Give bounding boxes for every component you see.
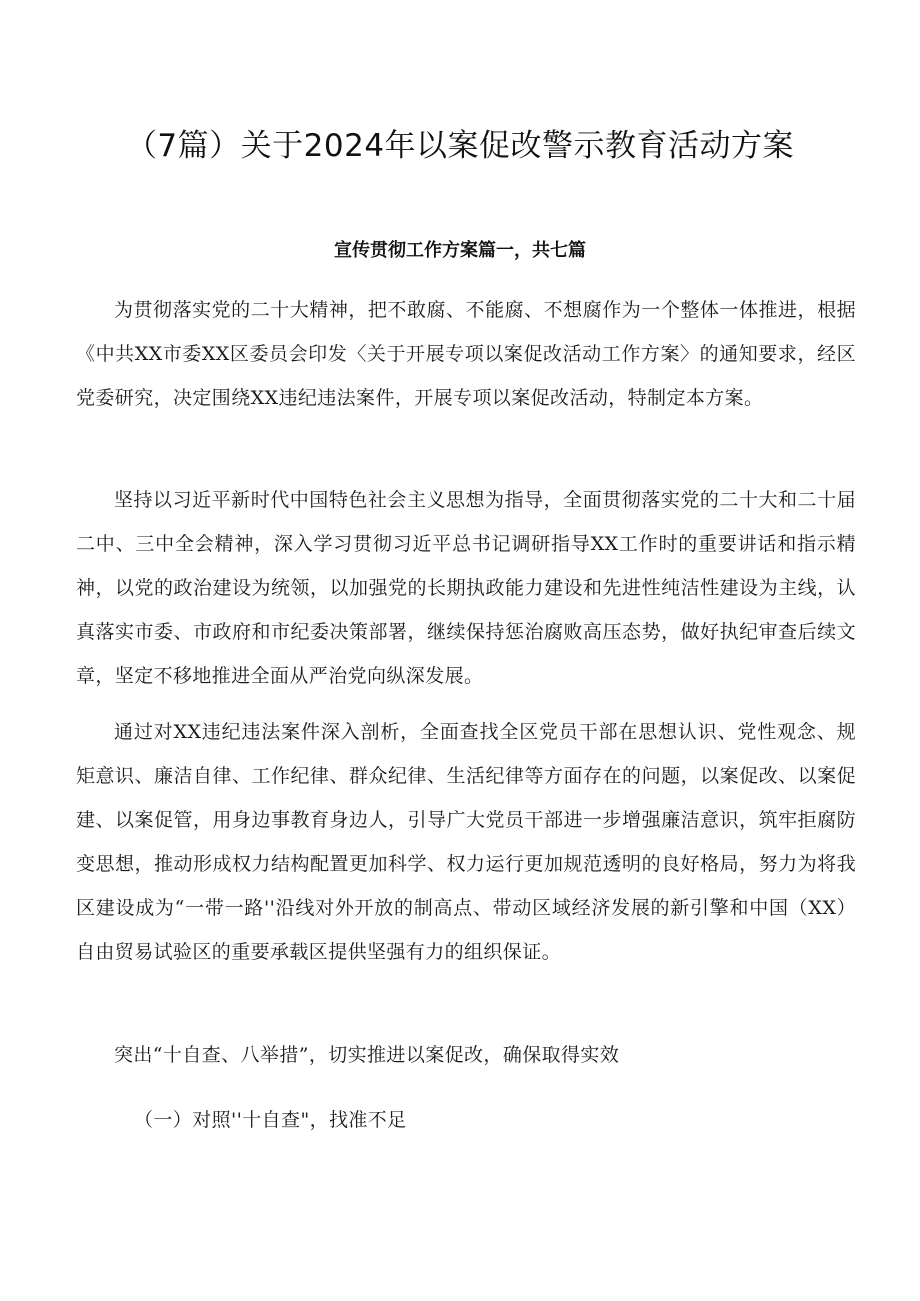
document-title: （7篇）关于2024年以案促改警示教育活动方案 (125, 128, 795, 164)
section-heading-self-check: （一）对照''十自查"，找准不足 (134, 1109, 407, 1131)
paragraph-guiding-ideology: 坚持以习近平新时代中国特色社会主义思想为指导，全面贯彻落实党的二十大和二十届二中、三中全会精神，深入学习贯彻习近平总书记调研指导XX工作时的重要讲话和指示精神，以党的政治建设为统领，以加强党的长期执政能力建设和先进性纯洁性建设为主线，认真落实市委、市政府和市纪委决策部署，继续保持惩治腐败高压态势，做好执纪审查后续文章，坚定不移地推进全面从严治党向纵深发展。 (76, 489, 856, 687)
paragraph-objectives: 通过对XX违纪违法案件深入剖析，全面查找全区党员干部在思想认识、党性观念、规矩意识、廉洁自律、工作纪律、群众纪律、生活纪律等方面存在的问题，以案促改、以案促建、以案促管，用身边事教育身边人，引导广大党员干部进一步增强廉洁意识，筑牢拒腐防变思想，推动形成权力结构配置更加科学、权力运行更加规范透明的良好格局，努力为将我区建设成为“一带一路''沿线对外开放的制高点、带动区域经济发展的新引擎和中国（XX）自由贸易试验区的重要承载区提供坚强有力的组织保证。 (76, 721, 856, 963)
document-subtitle: 宣传贯彻工作方案篇一，共七篇 (334, 240, 586, 261)
paragraph-measures-heading: 突出“十自查、八举措”，切实推进以案促改，确保取得实效 (114, 1044, 620, 1066)
paragraph-intro: 为贯彻落实党的二十大精神，把不敢腐、不能腐、不想腐作为一个整体一体推进，根据《中共XX市委XX区委员会印发〈关于开展专项以案促改活动工作方案〉的通知要求，经区党委研究，决定围绕XX违纪违法案件，开展专项以案促改活动，特制定本方案。 (76, 299, 856, 409)
